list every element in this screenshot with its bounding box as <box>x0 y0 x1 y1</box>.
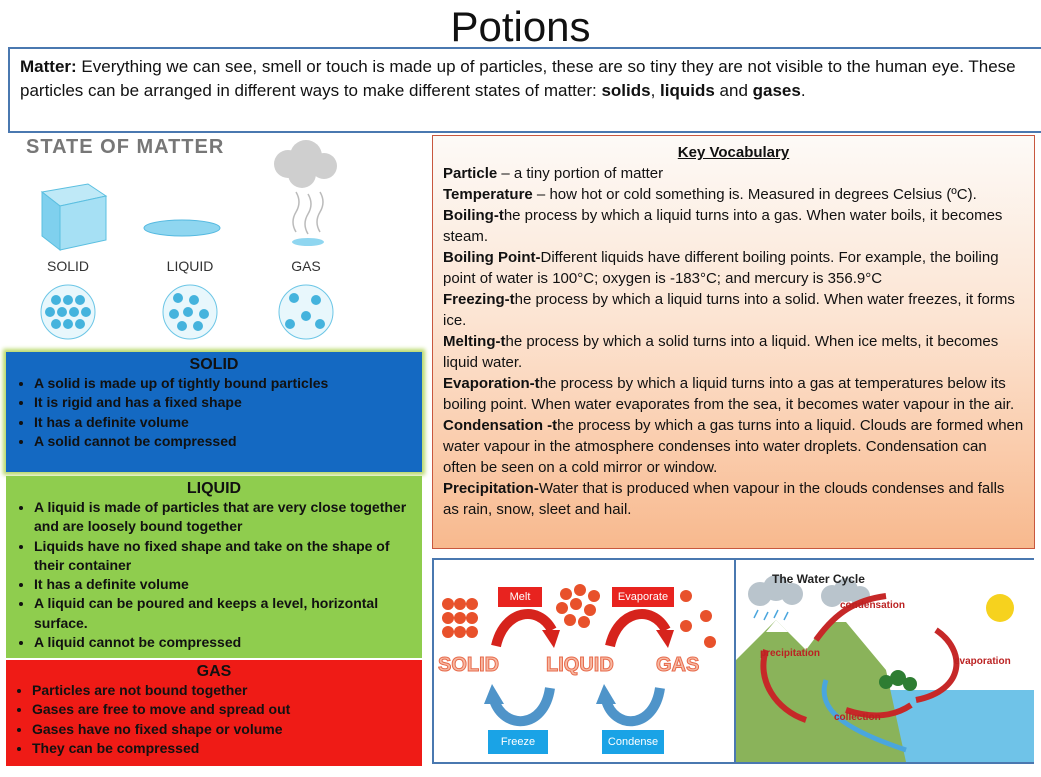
melt-tag: Melt <box>498 587 542 607</box>
freeze-arrow-icon <box>494 688 550 721</box>
vocab-entry <box>443 415 1024 478</box>
steam-icon <box>293 192 323 234</box>
list-item: • A liquid cannot be compressed <box>34 633 422 652</box>
condense-tag: Condense <box>602 730 664 754</box>
list-item: • Liquids have no fixed shape and take on the shape of their container <box>34 537 422 576</box>
state-of-matter-title: STATE OF MATTER <box>26 136 225 158</box>
evaporation-label: evaporation <box>954 656 1011 667</box>
liquid-list <box>6 498 422 652</box>
gas-list <box>6 681 422 758</box>
phase-solid-label: SOLID <box>438 654 500 676</box>
freeze-tag: Freeze <box>488 730 548 754</box>
liquid-particles-icon <box>163 285 217 339</box>
matter-label: Matter: <box>20 57 77 76</box>
gas-heading: GAS <box>196 663 232 680</box>
vocab-term: Precipitation- <box>443 480 539 497</box>
vocab-def: – how hot or cold something is. Measured in degrees Celsius (ºC). <box>532 186 977 203</box>
condense-arrow-icon <box>606 688 660 721</box>
vocab-entry <box>443 331 1024 373</box>
liquid-label: LIQUID <box>166 258 214 274</box>
vocab-def: Water that is produced when vapour in the clouds condenses and falls as rain, snow, sleet and hail. <box>443 480 1005 518</box>
water-cycle-title: The Water Cycle <box>772 572 865 586</box>
collection-label: collection <box>834 712 881 723</box>
vocab-def: he process by which a solid turns into a liquid. When ice melts, it becomes liquid water. <box>443 333 999 371</box>
vocab-entry <box>443 478 1024 520</box>
vocab-def: he process by which a liquid turns into a solid. When water freezes, it forms ice. <box>443 291 1015 329</box>
vocab-entry <box>443 289 1024 331</box>
list-item: • Gases are free to move and spread out <box>32 700 422 719</box>
gas-box <box>6 660 422 766</box>
list-item: • They can be compressed <box>32 739 422 758</box>
vocab-entry <box>443 373 1024 415</box>
page-title: Potions <box>450 3 591 50</box>
list-item: • It is rigid and has a fixed shape <box>34 393 422 412</box>
matter-text: Everything we can see, smell or touch is made up of particles, these are so tiny they are not visible to the human eye. These particles can be arranged in different ways to make different states of matter: <box>20 57 1016 100</box>
and-word: and <box>714 81 753 100</box>
solid-label: SOLID <box>46 258 89 274</box>
vocab-entry <box>443 184 1024 205</box>
vocab-term: Boiling Point- <box>443 249 541 266</box>
gas-label: GAS <box>291 258 321 274</box>
solid-particles-icon <box>442 598 478 638</box>
ice-cube-icon <box>42 184 106 250</box>
comma: , <box>650 81 661 100</box>
solid-particles-icon <box>41 285 95 339</box>
gases-word: gases <box>752 81 801 100</box>
vocab-entry <box>443 205 1024 247</box>
phase-gas-label: GAS <box>656 654 700 676</box>
vocab-def: Different liquids have different boiling points. For example, the boiling point of water is 100°C; oxygen is -183°C; and mercury is 356.9°C <box>443 249 999 287</box>
vocab-def: he process by which a liquid turns into a gas. When water boils, it becomes steam. <box>443 207 1003 245</box>
liquid-box <box>6 476 422 658</box>
list-item: • It has a definite volume <box>34 575 422 594</box>
sun-icon <box>986 594 1014 622</box>
state-of-matter-illustration <box>10 134 430 344</box>
list-item: • A liquid can be poured and keeps a level, horizontal surface. <box>34 594 422 633</box>
evaporate-tag: Evaporate <box>612 587 674 607</box>
vocab-term: Particle <box>443 165 498 182</box>
precipitation-label: precipitation <box>760 648 821 659</box>
vocab-def: – a tiny portion of matter <box>497 165 664 182</box>
condensation-label: condensation <box>840 600 906 611</box>
period: . <box>800 81 806 100</box>
vocab-term: Condensation -t <box>443 417 558 434</box>
list-item: • Gases have no fixed shape or volume <box>32 720 422 739</box>
vocab-term: Boiling-t <box>443 207 504 224</box>
cloud-icon <box>274 140 337 188</box>
list-item: • A solid cannot be compressed <box>34 432 422 451</box>
water-puddle-icon <box>144 220 220 236</box>
vocab-term: Temperature <box>443 186 533 203</box>
solid-list <box>6 374 422 451</box>
list-item: • A liquid is made of particles that are very close together and are loosely bound together <box>34 498 422 537</box>
vocab-def: he process by which a gas turns into a liquid. Clouds are formed when water vapour in the atmosphere condenses into water droplets. Condensation can often be seen on a cold mirror or window. <box>443 417 1024 476</box>
gas-particles-icon <box>279 285 333 339</box>
solid-heading: SOLID <box>189 356 239 373</box>
list-item: • It has a definite volume <box>34 413 422 432</box>
liquids-word: liquids <box>660 81 715 100</box>
gas-particles-icon <box>680 590 716 648</box>
liquid-particles-icon <box>556 584 600 628</box>
liquid-heading: LIQUID <box>186 480 242 497</box>
vocab-def: he process by which a liquid turns into a gas at temperatures below its boiling point. When water evaporates from the sea, it becomes water vapour in the air. <box>443 375 1015 413</box>
solids-word: solids <box>601 81 651 100</box>
matter-intro <box>8 47 1041 133</box>
diagrams-panel <box>432 558 1034 764</box>
list-item: • Particles are not bound together <box>32 681 422 700</box>
vocab-term: Melting-t <box>443 333 506 350</box>
state-of-matter-graphic <box>10 134 430 344</box>
vocab-heading: Key Vocabulary <box>677 144 790 161</box>
solid-box <box>6 352 422 472</box>
vocab-entry <box>443 163 1024 184</box>
vocab-term: Freezing-t <box>443 291 515 308</box>
phase-liquid-label: LIQUID <box>546 654 614 676</box>
vocab-term: Evaporation-t <box>443 375 540 392</box>
list-item: • A solid is made up of tightly bound particles <box>34 374 422 393</box>
vocab-entry <box>443 247 1024 289</box>
key-vocabulary-panel <box>432 135 1035 549</box>
